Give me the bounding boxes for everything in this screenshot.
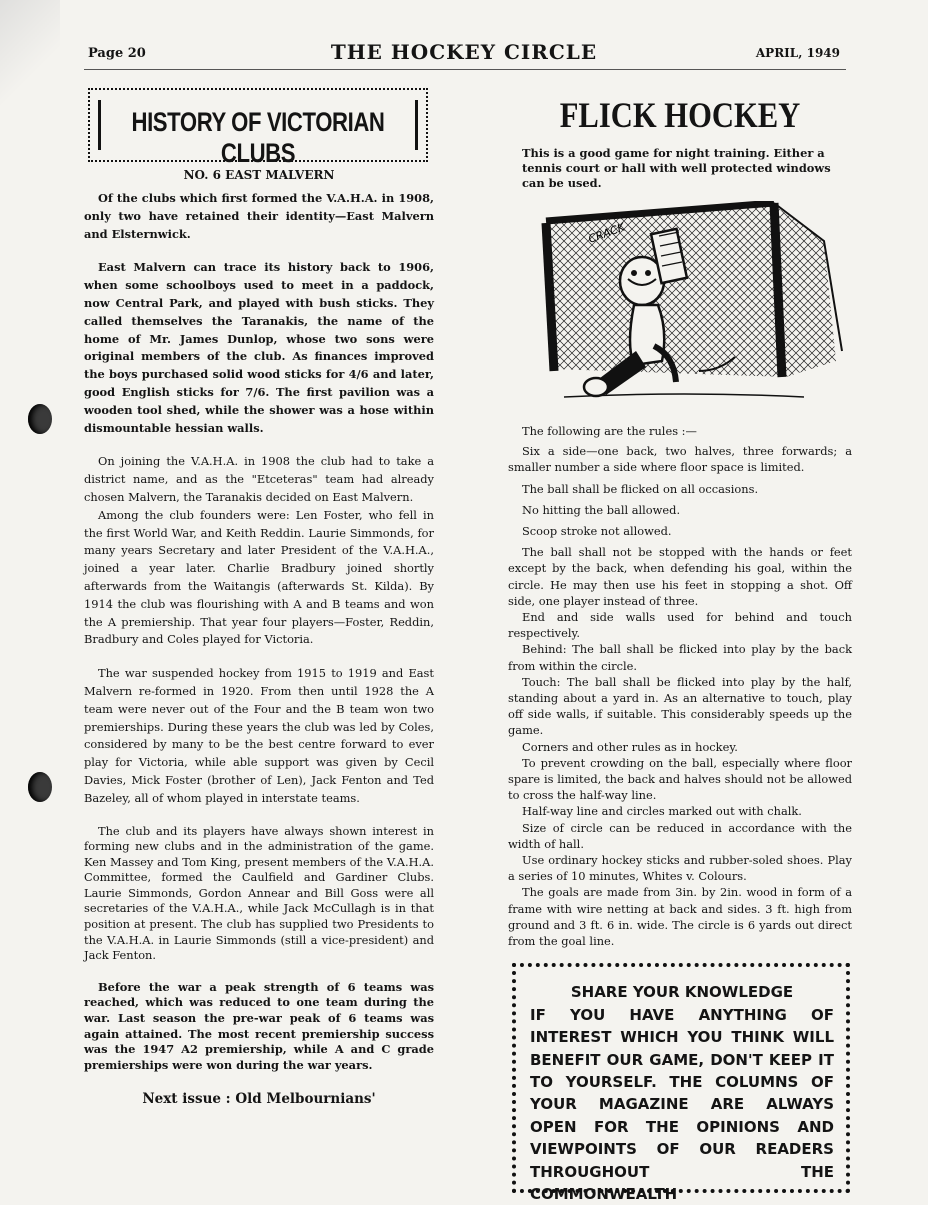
- goal-net: [548, 205, 836, 377]
- paragraph-3: On joining the V.A.H.A. in 1908 the club had to take a district name, and as the "Etceteras" team had already chosen Malvern, the Taranakis decided on East Malvern.: [84, 454, 434, 504]
- scan-corner-shadow: [0, 0, 60, 120]
- rule-item: Size of circle can be reduced in accordance with the width of hall.: [508, 820, 852, 851]
- paragraph-5: The war suspended hockey from 1915 to 1919 and East Malvern re-formed in 1920. From then until 1928 the A team were never out of the Four and the B team won two premierships. During these years the club was led by Coles, considered by many to be the best centre forward to ever play for Victoria, while able support was given by Cecil Davies, Mick Foster (brother of Len), Jack Fenton and Ted Bazeley, all of whom played in interstate teams.: [84, 666, 434, 805]
- history-title-box: [88, 88, 428, 168]
- rule-item: The ball shall not be stopped with the hands or feet except by the back, when defending his goal, within the circle. He may then use his feet in stopping a shot. Off side, one player instead of three.: [508, 545, 852, 608]
- paragraph-1: Of the clubs which first formed the V.A.H.A. in 1908, only two have retained their identity—East Malvern and Elsternwick.: [84, 191, 434, 241]
- page-number: Page 20: [88, 46, 146, 61]
- history-title: HISTORY OF VICTORIAN CLUBS: [131, 107, 385, 168]
- rule-item: No hitting the ball allowed.: [522, 502, 681, 517]
- rules-intro: The following are the rules :—: [522, 424, 697, 438]
- crack-label: CRACK: [586, 220, 627, 246]
- rule-item: End and side walls used for behind and touch respectively.: [508, 610, 852, 641]
- flick-hockey-intro: This is a good game for night training. Either a tennis court or hall with well protected windows can be used.: [522, 146, 831, 190]
- rule-item: Six a side—one back, two halves, three forwards; a smaller number a side where floor space is limited.: [508, 444, 852, 475]
- header-rule: [84, 69, 846, 70]
- share-knowledge-box: [512, 963, 850, 1203]
- paragraph-7: Before the war a peak strength of 6 teams was reached, which was reduced to one team during the war. Last season the pre-war peak of 6 teams was again attained. The most recent premiership success was the 1947 A2 premiership, while A and C grade premierships were won during the war years.: [84, 979, 434, 1072]
- punch-hole-bottom: [28, 772, 52, 802]
- page-header: [88, 40, 840, 70]
- history-subtitle: NO. 6 EAST MALVERN: [183, 168, 335, 182]
- paragraph-4: Among the club founders were: Len Foster, who fell in the first World War, and Keith Reddin. Laurie Simmonds, for many years Secretary and later President of the V.A.H.A., joined a year later. Charlie Bradbury joined shortly afterwards from the Waitangis (afterwards St. Kilda). By 1914 the club was flourishing with A and B teams and won the A premiership. That year four players—Foster, Reddin, Bradbury and Coles played for Victoria.: [84, 507, 434, 647]
- goalkeeper-cartoon: [524, 201, 852, 411]
- issue-date: APRIL, 1949: [755, 46, 840, 60]
- next-issue-note: Next issue : Old Melbournians': [142, 1091, 376, 1108]
- rule-item: The goals are made from 3in. by 2in. wood in form of a frame with wire netting at back and sides. 3 ft. high from ground and 3 ft. 6 in. wide. The circle is 6 yards out direct from the goal line.: [508, 885, 852, 949]
- rule-item: Touch: The ball shall be flicked into play by the half, standing about a yard in. As an alternative to touch, play off side walls, if suitable. This considerably speeds up the game.: [508, 674, 852, 738]
- rule-item: To prevent crowding on the ball, especially where floor spare is limited, the back and halves should not be allowed to cross the half-way line.: [508, 755, 852, 803]
- share-knowledge-heading: SHARE YOUR KNOWLEDGE: [570, 983, 794, 1002]
- punch-hole-top: [28, 404, 52, 434]
- rule-item: Scoop stroke not allowed.: [522, 524, 672, 539]
- rule-item: Half-way line and circles marked out with chalk.: [522, 804, 802, 819]
- rules-list: [508, 443, 852, 949]
- rule-item: The ball shall be flicked on all occasions.: [522, 481, 759, 496]
- paragraph-2: East Malvern can trace its history back to 1906, when some schoolboys used to meet in a paddock, now Central Park, and played with bush sticks. They called themselves the Taranakis, the name of the home of Mr. James Dunlop, whose two sons were original members of the club. As finances improved the boys purchased solid wood sticks for 4/6 and later, good English sticks for 7/6. The first pavilion was a wooden tool shed, while the shower was a hose within dismountable hessian walls.: [84, 260, 434, 435]
- magazine-title: THE HOCKEY CIRCLE: [330, 40, 598, 64]
- rule-item: Use ordinary hockey sticks and rubber-soled shoes. Play a series of 10 minutes, Whites v. Colours.: [508, 853, 852, 884]
- share-knowledge-body: IF YOU HAVE ANYTHING OF INTEREST WHICH YOU THINK WILL BENEFIT OUR GAME, DON'T KEEP IT TO YOURSELF. THE COLUMNS OF YOUR MAGAZINE ARE ALWAYS OPEN FOR THE OPINIONS AND VIEWPOINTS OF OUR READERS THROUGHOUT THE COMMONWEALTH: [530, 1005, 834, 1203]
- paragraph-6: The club and its players have always shown interest in forming new clubs and in the administration of the game. Ken Massey and Tom King, present members of the V.A.H.A. Committee, formed the Caulfield and Gardiner Clubs. Laurie Simmonds, Gordon Annear and Bill Goss were all secretaries of the V.A.H.A., while Jack McCullagh is in that position at present. The club has supplied two Presidents to the V.A.H.A. in Laurie Simmonds (still a vice-president) and Jack Fenton.: [84, 823, 434, 963]
- rule-item: Corners and other rules as in hockey.: [522, 739, 738, 754]
- flick-hockey-article: [508, 88, 852, 1203]
- flick-hockey-title: FLICK HOCKEY: [559, 95, 801, 135]
- rule-item: Behind: The ball shall be flicked into play by the back from within the circle.: [508, 642, 852, 673]
- history-article: [84, 88, 434, 1107]
